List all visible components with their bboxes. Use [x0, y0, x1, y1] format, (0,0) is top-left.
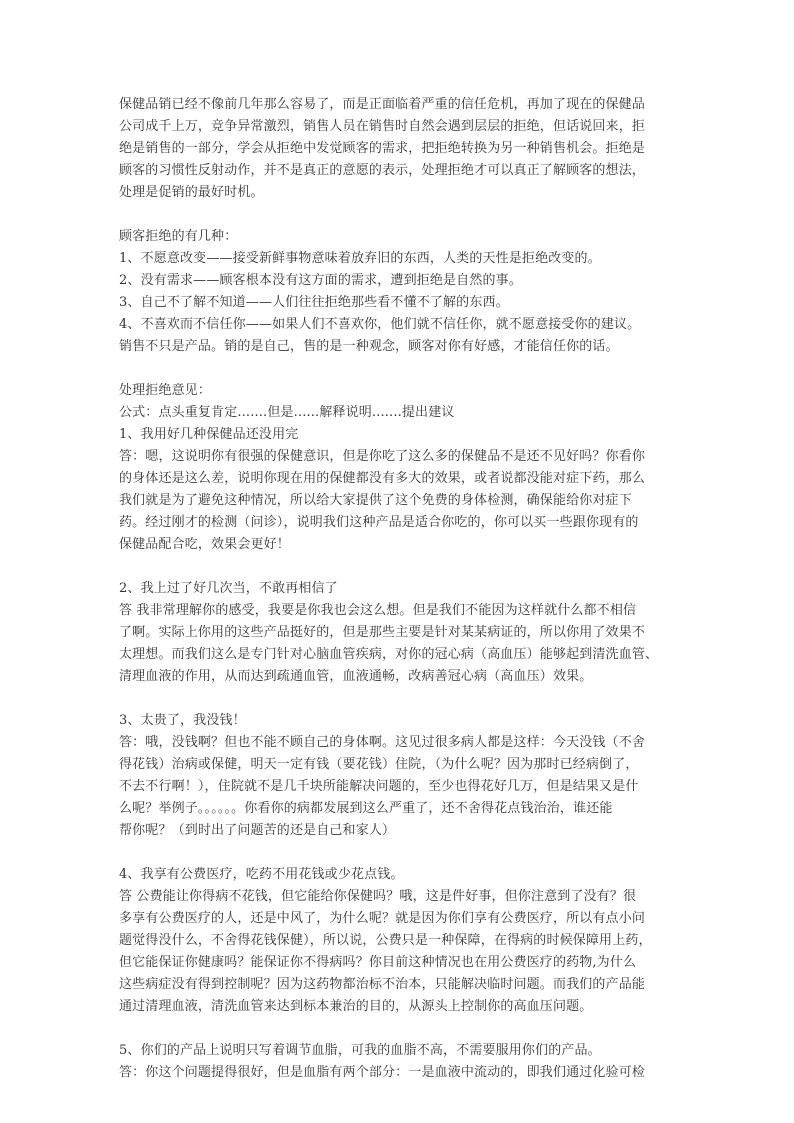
qa-answer-line: 这些病症没有得到控制呢？因为这药物都治标不治本，只能解决临时问题。而我们的产品能 — [119, 977, 646, 992]
qa-answer-line: 我们就是为了避免这种情况，所以给大家提供了这个免费的身体检测，确保能给你对症下 — [119, 493, 632, 508]
qa-answer-line: 答 我非常理解你的感受，我要是你我也会这么想。但是我们不能因为这样就什么都不相信 — [119, 603, 637, 618]
intro-paragraph — [119, 94, 679, 204]
qa-answer-line: 么呢？举例子。。。。。。你看你的病都发展到这么严重了，还不舍得花点钱治治，谁还能 — [119, 801, 613, 816]
qa-block — [119, 1040, 679, 1084]
qa-answer-line: 答：嗯，这说明你有很强的保健意识，但是你吃了这么多的保健品不是还不见好吗？你看你 — [119, 449, 646, 464]
text-line: 顾客的习惯性反射动作，并不是真正的意愿的表示，处理拒绝才可以真正了解顾客的想法， — [119, 163, 646, 178]
paragraph-gap — [119, 204, 679, 226]
qa-answer-line: 多享有公费医疗的人，还是中风了，为什么呢？就是因为你们享有公费医疗，所以有点小问 — [119, 911, 646, 926]
text-line: 公司成千上万，竞争异常激烈，销售人员在销售时自然会遇到层层的拒绝，但话说回来，拒 — [119, 119, 646, 134]
qa-answer-line: 得花钱）治病或保健，明天一定有钱（要花钱）住院，（为什么呢？因为那时已经病倒了， — [119, 757, 639, 772]
qa-answer-line: 通过清理血液，清洗血管来达到标本兼治的目的，从源头上控制你的高血压问题。 — [119, 999, 593, 1014]
qa-question: 4、我享有公费医疗，吃药不用花钱或少花点钱。 — [119, 867, 404, 882]
qa-answer-line: 保健品配合吃，效果会更好！ — [119, 537, 290, 552]
qa-answer-line: 答：哦，没钱啊？但也不能不顾自己的身体啊。这见过很多病人都是这样：今天没钱（不舍 — [119, 735, 646, 750]
text-line: 处理是促销的最好时机。 — [119, 185, 264, 200]
qa-answer-line: 药。经过刚才的检测（问诊），说明我们这种产品是适合你吃的，你可以买一些跟你现有的 — [119, 515, 639, 530]
list-item: 4、不喜欢而不信任你——如果人们不喜欢你，他们就不信任你，就不愿意接受你的建议。 — [119, 317, 641, 332]
qa-block — [119, 710, 679, 842]
qa-question: 3、太贵了，我没钱！ — [119, 713, 246, 728]
qa-answer-line: 答：你这个问题提得很好，但是血脂有两个部分：一是血液中流动的，即我们通过化验可检 — [119, 1065, 646, 1080]
list-item: 3、自己不了解不知道——人们往往拒绝那些看不懂不了解的东西。 — [119, 295, 509, 310]
qa-answer-line: 的身体还是这么差，说明你现在用的保健都没有多大的效果，或者说都没能对症下药，那么 — [119, 471, 646, 486]
qa-block — [119, 578, 679, 688]
section-heading: 处理拒绝意见： — [119, 383, 212, 398]
qa-answer-line: 帮你呢？（到时出了问题苦的还是自己和家人） — [119, 823, 396, 838]
list-item: 销售不只是产品。销的是自己，售的是一种观念，顾客对你有好感，才能信任你的话。 — [119, 339, 619, 354]
list-item: 2、没有需求——顾客根本没有这方面的需求，遭到拒绝是自然的事。 — [119, 273, 522, 288]
qa-question: 1、我用好几种保健品还没用完 — [119, 427, 299, 442]
section-heading: 顾客拒绝的有几种： — [119, 229, 238, 244]
paragraph-gap — [119, 688, 679, 710]
paragraph-gap — [119, 556, 679, 578]
qa-question: 5、你们的产品上说明只写着调节血脂，可我的血脂不高，不需要服用你们的产品。 — [119, 1043, 601, 1058]
qa-question: 2、我上过了好几次当，不敢再相信了 — [119, 581, 338, 596]
list-item: 1、不愿意改变——接受新鲜事物意味着放弃旧的东西，人类的天性是拒绝改变的。 — [119, 251, 601, 266]
paragraph-gap — [119, 1018, 679, 1040]
document-body — [119, 94, 679, 1084]
qa-block — [119, 864, 679, 1018]
paragraph-gap — [119, 358, 679, 380]
qa-answer-line: 了啊。实际上你用的这些产品挺好的，但是那些主要是针对某某病证的，所以你用了效果不 — [119, 625, 646, 640]
qa-answer-line: 不去不行啊！），住院就不是几千块所能解决问题的，至少也得花好几万，但是结果又是什 — [119, 779, 639, 794]
handling-section — [119, 380, 679, 556]
qa-answer-line: 答 公费能让你得病不花钱，但它能给你保健吗？哦，这是件好事，但你注意到了没有？很 — [119, 889, 637, 904]
text-line: 绝是销售的一部分，学会从拒绝中发觉顾客的需求，把拒绝转换为另一种销售机会。拒绝是 — [119, 141, 646, 156]
qa-answer-line: 但它能保证你健康吗？能保证你不得病吗？你目前这种情况也在用公费医疗的药物,为什么 — [119, 955, 637, 970]
rejection-types-section — [119, 226, 679, 358]
formula-line: 公式：点头重复肯定.......但是......解释说明.......提出建议 — [119, 405, 455, 420]
qa-answer-line: 清理血液的作用，从而达到疏通血管，血液通畅，改病善冠心病（高血压）效果。 — [119, 669, 593, 684]
paragraph-gap — [119, 842, 679, 864]
text-line: 保健品销已经不像前几年那么容易了，而是正面临着严重的信任危机，再加了现在的保健品 — [119, 97, 646, 112]
qa-answer-line: 太理想。而我们这么是专门针对心脑血管疾病，对你的冠心病（高血压）能够起到清洗血管、 — [119, 647, 659, 662]
qa-answer-line: 题觉得没什么，不舍得花钱保健），所以说，公费只是一种保障，在得病的时候保障用上药， — [119, 933, 652, 948]
